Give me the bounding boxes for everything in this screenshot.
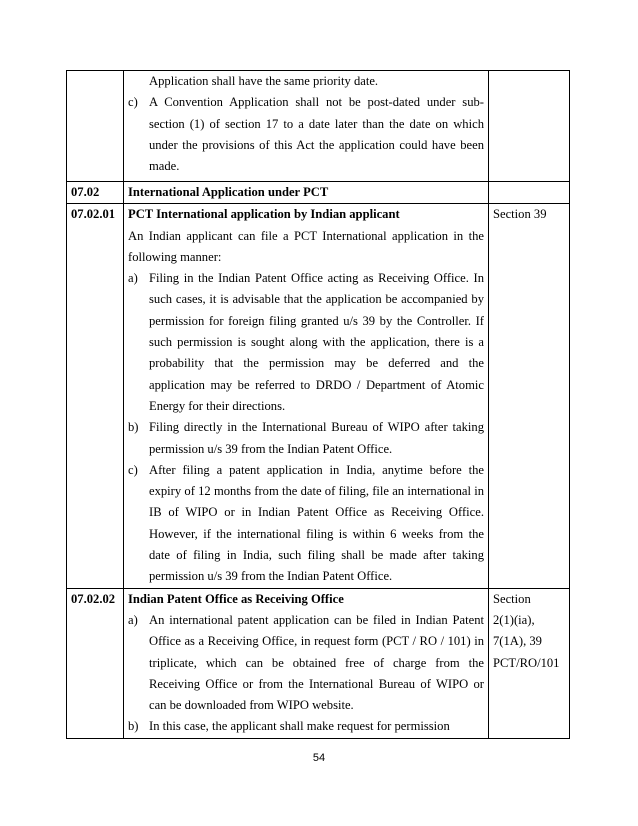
list-marker: a) [128,612,138,627]
content-cell [124,588,489,738]
list-marker: b) [128,420,139,435]
reference-line: Section [493,591,531,606]
section-number: 07.02.02 [67,588,124,738]
content-cell [124,204,489,588]
list-text: Filing directly in the International Bureau of WIPO after taking permission u/s 39 from the Indian Patent Office. [149,420,484,456]
list-marker: a) [128,271,138,286]
reference-cell [489,204,570,588]
table-row [67,182,570,204]
page-number: 54 [312,752,326,764]
section-number: 07.02 [67,182,124,204]
section-heading: Indian Patent Office as Receiving Office [128,591,344,606]
list-item [128,417,484,460]
list-text: An international patent application can be filed in Indian Patent Office as a Receiving Office, in request form (PCT / RO / 101) in triplicate, which can be obtained free of charge from the Receiving Office or from the International Bureau of WIPO or can be downloaded from WIPO website. [149,612,484,713]
list-marker: c) [128,462,138,477]
list-marker: c) [128,95,138,110]
reference-cell [489,71,570,182]
table-row [67,204,570,588]
table-row [67,71,570,182]
list-text: After filing a patent application in India, anytime before the expiry of 12 months from the date of filing, file an international in IB of WIPO or in Indian Patent Office as Receiving Office. However, if the international filing is within 6 weeks from the date of filing in India, such filing shall be made after taking permission u/s 39 from the Indian Patent Office. [149,462,484,584]
list-item [128,716,484,737]
reference-line: 2(1)(ia), [493,612,535,627]
list-item [128,610,484,716]
content-cell [124,71,489,182]
list-marker: b) [128,719,139,734]
reference-text: Section 39 [493,207,547,222]
reference-line: PCT/RO/101 [493,655,560,670]
list-item [128,92,484,177]
section-heading: PCT International application by Indian applicant [128,207,400,222]
section-heading: International Application under PCT [124,182,489,204]
row-number-cell [67,71,124,182]
reference-line: 7(1A), 39 [493,634,542,649]
continued-text: Application shall have the same priority date. [149,74,379,88]
reference-cell [489,588,570,738]
list-text: In this case, the applicant shall make request for permission [149,719,450,734]
list-item [128,268,484,417]
reference-cell [489,182,570,204]
table-row [67,588,570,738]
list-text: A Convention Application shall not be post-dated under sub-section (1) of section 17 to a date later than the date on which under the provisions of this Act the application could have been made. [149,95,484,174]
intro-text: An Indian applicant can file a PCT International application in the following manner: [128,228,484,264]
patent-manual-table [66,70,570,739]
list-text: Filing in the Indian Patent Office acting as Receiving Office. In such cases, it is advisable that the application be accompanied by permission for foreign filing granted u/s 39 by the Controller. If such permission is sought along with the application, there is a probability that the permission may be deferred and the application may be referred to DRDO / Department of Atomic Energy for their directions. [149,271,484,413]
section-number: 07.02.01 [67,204,124,588]
list-item [128,460,484,588]
